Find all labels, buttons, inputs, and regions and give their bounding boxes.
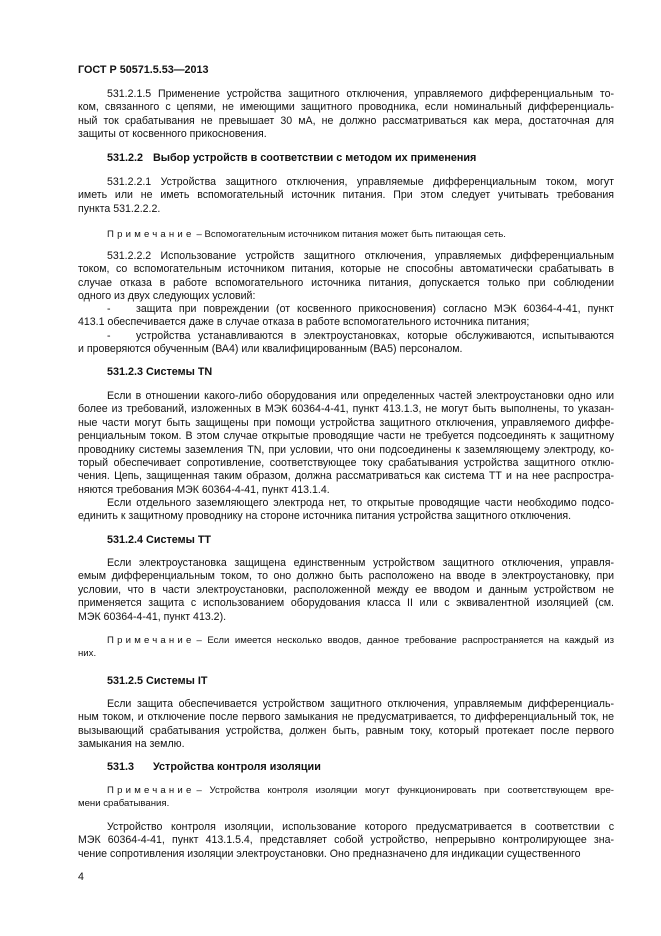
text-line: вызывающий срабатывания устройства, должен быть, равным току, который протекает после первого	[78, 724, 614, 737]
list-item-text: защита при повреждении (от косвенного прикосновения) согласно МЭК 60364-4-41, пункт	[136, 303, 614, 315]
paragraph	[78, 390, 614, 497]
section-heading	[78, 365, 614, 379]
section-title: 531.2.4 Системы ТТ	[107, 534, 212, 546]
text-line: чение сопротивления изоляции электроустановки. Оно предназначено для индикации существенного	[78, 847, 581, 860]
list-item-text: 413.1 обеспечивается даже в случае отказа в работе вспомогательного источника питания;	[78, 316, 530, 329]
note-line	[78, 784, 614, 797]
text-line: МЭК 60364-4-41, пункт 413.2).	[78, 610, 227, 623]
text-line: Устройство контроля изоляции, использование которого предусматривается в соответствии с	[107, 821, 614, 833]
note	[78, 784, 614, 811]
text-line: Если в отношении какого-либо оборудования или определенных частей электроустановки одно или	[107, 390, 614, 402]
text-line: 531.2.2.1 Устройства защитного отключения, управляемые дифференциальным током, могут	[107, 176, 614, 188]
text-line: 531.2.2.2 Использование устройств защитного отключения, управляемых дифференциальным	[107, 250, 614, 262]
note	[78, 634, 614, 661]
section-title: 531.2.5 Системы IT	[107, 675, 208, 687]
section-number: 531.2.2	[107, 152, 144, 164]
paragraph	[78, 176, 614, 216]
note-text: – Вспомогательным источником питания может быть питающая сеть.	[196, 229, 506, 240]
section-title: Устройства контроля изоляции	[153, 761, 321, 773]
page-number: 4	[78, 871, 84, 883]
text-line: ком, связанного с цепями, не имеющими защитного проводника, если номинальный дифференциаль-	[78, 101, 614, 114]
paragraph	[78, 698, 614, 752]
text-line: более из требований, изложенных в МЭК 60364-4-41, пункт 413.1.3, не могут быть выполнены, то указан-	[78, 403, 614, 416]
note-label: Примечание	[107, 785, 195, 796]
section-heading	[78, 533, 614, 547]
text-line: емым дифференциальным током, то оно должно быть расположено на вводе в электроустановку, при	[78, 570, 614, 583]
note-line	[78, 647, 614, 660]
text-line: иметь или не иметь вспомогательный источник питания. При этом следует учитывать требования	[78, 189, 614, 202]
note-line	[78, 634, 614, 647]
section-heading	[78, 674, 614, 688]
text-line: током, со вспомогательным источником питания, которые не способны автоматически срабатывать в	[78, 263, 614, 276]
list-bullet: -	[107, 303, 111, 315]
list-item-line	[78, 330, 614, 343]
text-line: одного из двух следующих условий:	[78, 290, 256, 303]
paragraph	[78, 821, 614, 861]
text-line: случае отказа в работе вспомогательного источника питания, допускается только при соблюдении	[78, 276, 614, 289]
text-line: ный ток срабатывания не превышает 30 мА, не должно рассматриваться как мера, достаточная для	[78, 114, 614, 127]
note-label: Примечание	[107, 229, 195, 240]
list-item-text: устройства устанавливаются в электроустановках, которые обслуживаются, испытываются	[136, 329, 614, 342]
paragraph	[78, 557, 614, 624]
text-line: торый обеспечивает сопротивление, соответствующее току срабатывания устройства защитного отклю-	[78, 456, 614, 469]
text-line: 531.2.1.5 Применение устройства защитного отключения, управляемого дифференциальным то-	[107, 88, 614, 100]
text-line: применяется защита с использованием оборудования класса II или с эквивалентной изоляцией (см.	[78, 597, 614, 610]
list-bullet: -	[107, 329, 111, 342]
text-line: МЭК 60364-4-41, пункт 413.1.5.4, представляет собой устройство, непрерывно контролирующее зна-	[78, 834, 614, 847]
text-line: няются требования МЭК 60364-4-41, пункт 413.1.4.	[78, 483, 330, 496]
note-label: Примечание	[107, 635, 195, 646]
paragraph	[78, 250, 614, 304]
text-line: Если электроустановка защищена единственным устройством защитного отключения, управля-	[107, 557, 614, 569]
text-line: замыкания на землю.	[78, 738, 185, 751]
list-item-text: и проверяются обученным (ВА4) или квалифицированным (ВА5) персоналом.	[78, 343, 463, 356]
section-heading	[78, 151, 614, 165]
note-line	[78, 797, 614, 810]
list-item-line	[78, 343, 614, 356]
text-line: защиты от косвенного прикосновения.	[78, 128, 267, 141]
note-text: мени срабатывания.	[78, 798, 170, 810]
section-heading-line	[78, 760, 614, 774]
text-line: пункта 531.2.2.2.	[78, 202, 161, 215]
list-item-line	[78, 303, 614, 316]
note	[78, 228, 614, 241]
section-title: Выбор устройств в соответствии с методом их применения	[153, 152, 477, 164]
list-item-line	[78, 316, 614, 329]
text-line: ренциальным током. В этом случае открытые проводящие части не требуется подсоединять к защитному	[78, 430, 614, 443]
condition-list	[78, 303, 614, 357]
note-text: – Устройства контроля изоляции могут функционировать при соответствующем вре-	[196, 785, 614, 796]
text-line: чения. Цепь, защищенная таким образом, должна рассматриваться как система ТТ и на нее распростра-	[78, 470, 614, 483]
section-number: 531.3	[107, 761, 135, 773]
paragraph	[78, 497, 614, 524]
text-line: условии, что в части электроустановки, расположенной между ее вводом и данным устройством не	[78, 583, 614, 596]
note-text: них.	[78, 648, 97, 660]
paragraph	[78, 88, 614, 142]
text-line: Если отдельного заземляющего электрода нет, то открытые проводящие части необходимо подсо-	[107, 497, 614, 509]
text-line: ные части могут быть защищены при помощи устройства защитного отключения, управляемого диффе-	[78, 416, 614, 429]
note-line	[78, 228, 614, 241]
section-title: 531.2.3 Системы TN	[107, 366, 213, 378]
text-line: Если защита обеспечивается устройством защитного отключения, управляемым дифференциаль-	[107, 698, 614, 710]
text-line: единить к защитному проводнику на стороне источника питания устройства защитного отключения.	[78, 510, 572, 523]
document-header-title: ГОСТ Р 50571.5.53—2013	[78, 64, 209, 76]
text-line: проводнику системы заземления TN, при условии, что они подсоединены к заземляющему электроду, ко-	[78, 443, 614, 456]
section-heading-line	[78, 151, 614, 165]
section-heading	[78, 760, 614, 774]
text-line: ным током, и отключение после первого замыкания не предусматривается, то дифференциальный ток, не	[78, 711, 614, 724]
note-text: – Если имеется несколько вводов, данное требование распространяется на каждый из	[196, 635, 614, 646]
